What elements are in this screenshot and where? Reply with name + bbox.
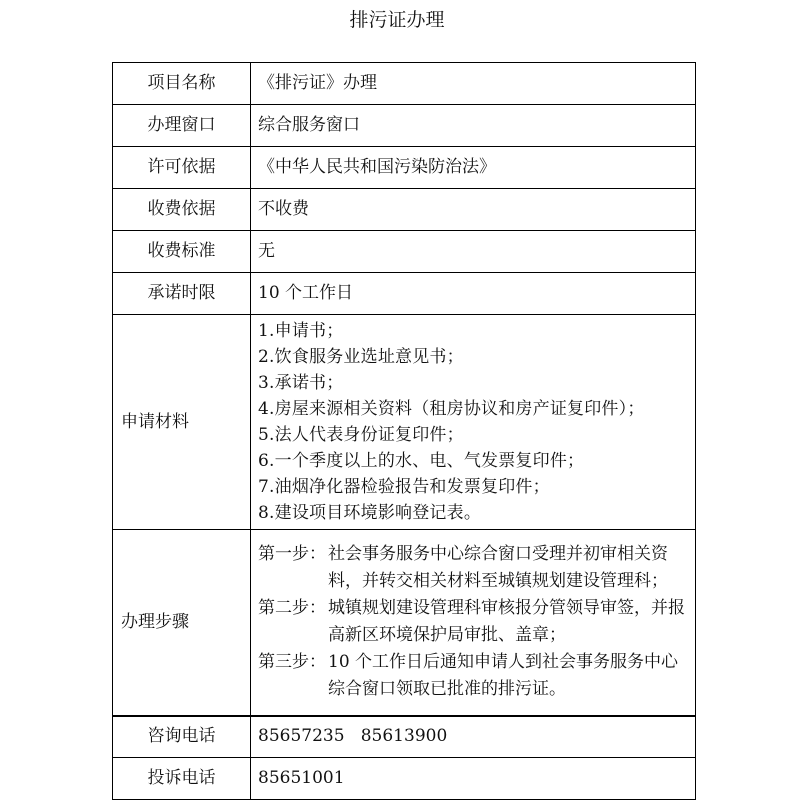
row-value-complaint-phone: 85651001 [251,758,696,800]
row-value-project-name: 《排污证》办理 [251,63,696,105]
row-value-window: 综合服务窗口 [251,105,696,147]
row-label-fee-standard: 收费标准 [113,231,251,273]
table-row [113,273,696,315]
material-item: 7.油烟净化器检验报告和发票复印件； [258,477,550,497]
row-label-complaint-phone: 投诉电话 [113,758,251,800]
row-value-inquiry-phone: 85657235 85613900 [251,716,696,758]
row-value-fee-basis: 不收费 [251,189,696,231]
table-row [113,758,696,800]
row-label-fee-basis: 收费依据 [113,189,251,231]
row-label-materials: 申请材料 [113,315,251,530]
step-item [258,595,688,649]
table-row-steps [113,530,696,716]
row-label-project-name: 项目名称 [113,63,251,105]
step-text: 城镇规划建设管理科审核报分管领导审签，并报高新区环境保护局审批、盖章； [328,598,685,646]
table-row-materials [113,315,696,530]
row-label-steps: 办理步骤 [113,530,251,716]
material-item: 8.建设项目环境影响登记表。 [258,503,482,523]
material-item: 3.承诺书； [258,373,344,393]
row-value-legal-basis: 《中华人民共和国污染防治法》 [251,147,696,189]
material-item: 1.申请书； [258,321,344,341]
table-row [113,716,696,758]
materials-list [251,315,696,530]
material-item: 4.房屋来源相关资料（租房协议和房产证复印件）； [258,399,645,419]
step-head: 第二步： [258,598,326,619]
step-text: 社会事务服务中心综合窗口受理并初审相关资料，并转交相关材料至城镇规划建设管理科； [328,544,668,592]
row-label-time-limit: 承诺时限 [113,273,251,315]
step-head: 第三步： [258,652,326,673]
step-item [258,541,688,595]
row-value-fee-standard: 无 [251,231,696,273]
row-label-inquiry-phone: 咨询电话 [113,716,251,758]
info-table [112,62,696,800]
row-label-window: 办理窗口 [113,105,251,147]
steps-list [251,530,696,716]
row-label-legal-basis: 许可依据 [113,147,251,189]
table-row [113,189,696,231]
step-text: 10 个工作日后通知申请人到社会事务服务中心综合窗口领取已批准的排污证。 [328,652,679,700]
step-head: 第一步： [258,544,326,565]
row-value-time-limit: 10 个工作日 [251,273,696,315]
table-row [113,63,696,105]
page-title: 排污证办理 [349,9,445,31]
material-item: 5.法人代表身份证复印件； [258,425,464,445]
table-row [113,105,696,147]
table-row [113,147,696,189]
material-item: 6.一个季度以上的水、电、气发票复印件； [258,451,585,471]
table-row [113,231,696,273]
material-item: 2.饮食服务业选址意见书； [258,347,464,367]
step-item [258,649,688,703]
